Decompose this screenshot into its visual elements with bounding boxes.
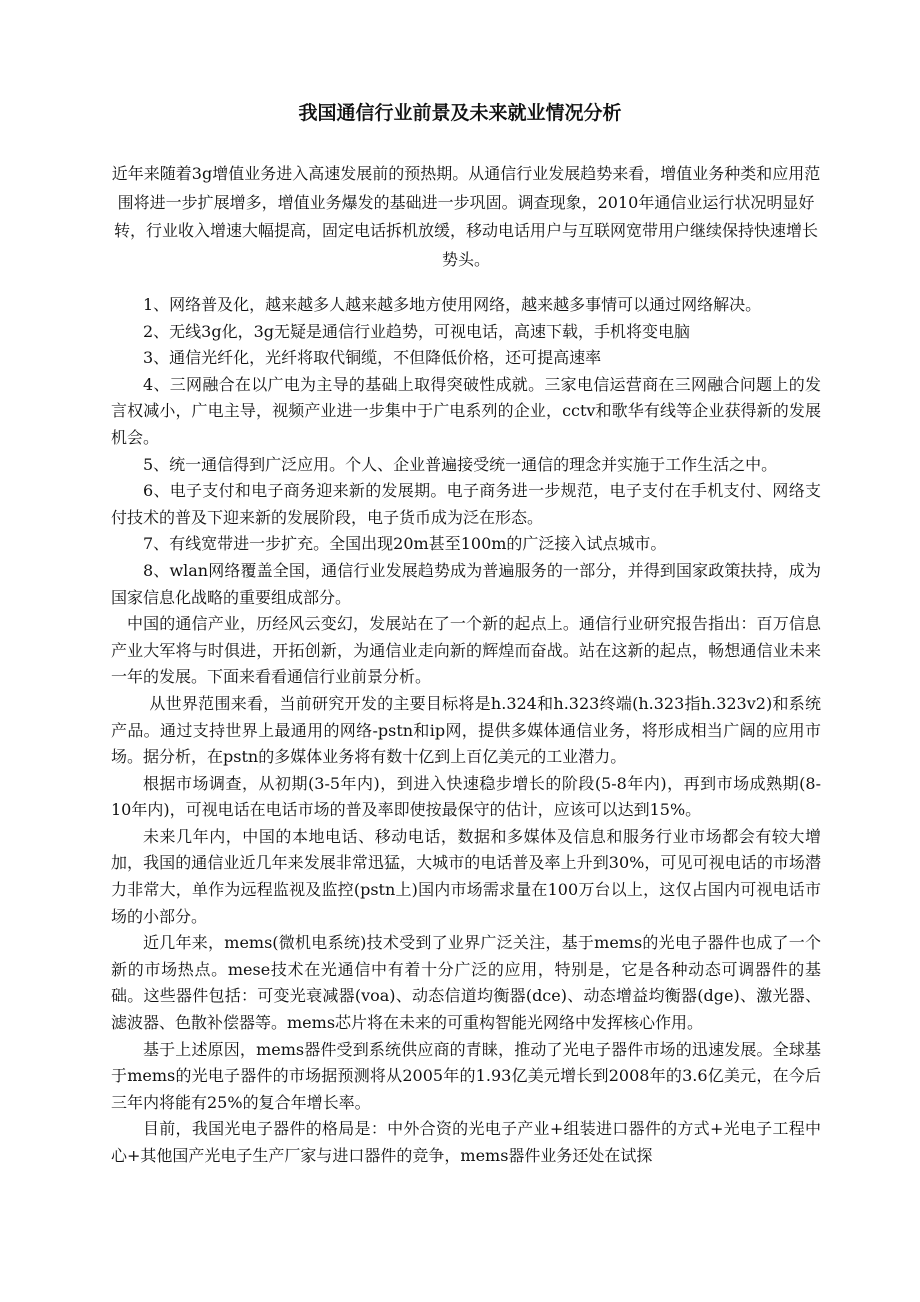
body-paragraph: 中国的通信产业，历经风云变幻，发展站在了一个新的起点上。通信行业研究报告指出：百万信息产业大军将与时俱进，开拓创新，为通信业走向新的辉煌而奋战。站在这新的起点，畅想通信业未来一年的发展。下面来看看通信行业前景分析。 <box>111 614 821 687</box>
list-item: 7、有线宽带进一步扩充。全国出现20m甚至100m的广泛接入试点城市。 <box>143 534 667 554</box>
body-paragraph: 近几年来，mems(微机电系统)技术受到了业界广泛关注，基于mems的光电子器件也成了一个新的市场热点。mese技术在光通信中有着十分广泛的应用，特别是，它是各种动态可调器件的基础。这些器件包括：可变光衰减器(voa)、动态信道均衡器(dce)、动态增益均衡器(dge)、激光器、滤波器、色散补偿器等。mems芯片将在未来的可重构智能光网络中发挥核心作用。 <box>111 933 821 1033</box>
list-item: 4、三网融合在以广电为主导的基础上取得突破性成就。三家电信运营商在三网融合问题上的发言权减小，广电主导，视频产业进一步集中于广电系列的企业，cctv和歌华有线等企业获得新的发展机会。 <box>111 374 821 447</box>
list-item: 5、统一通信得到广泛应用。个人、企业普遍接受统一通信的理念并实施于工作生活之中。 <box>143 454 778 474</box>
document-title: 我国通信行业前景及未来就业情况分析 <box>298 102 622 124</box>
body-paragraph: 从世界范围来看，当前研究开发的主要目标将是h.324和h.323终端(h.323指h.323v2)和系统产品。通过支持世界上最通用的网络-pstn和ip网，提供多媒体通信业务，将形成相当广阔的应用市场。据分析，在pstn的多媒体业务将有数十亿到上百亿美元的工业潜力。 <box>111 693 821 767</box>
body-paragraph: 目前，我国光电子器件的格局是：中外合资的光电子产业+组装进口器件的方式+光电子工程中心+其他国产光电子生产厂家与进口器件的竞争，mems器件业务还处在试探 <box>111 1119 821 1165</box>
list-item: 8、wlan网络覆盖全国，通信行业发展趋势成为普遍服务的一部分，并得到国家政策扶持，成为国家信息化战略的重要组成部分。 <box>111 560 821 607</box>
list-item: 1、网络普及化，越来越多人越来越多地方使用网络，越来越多事情可以通过网络解决。 <box>143 295 762 314</box>
document-body <box>111 292 821 1170</box>
list-item: 2、无线3g化，3g无疑是通信行业趋势，可视电话，高速下载，手机将变电脑 <box>143 321 691 341</box>
body-paragraph: 未来几年内，中国的本地电话、移动电话，数据和多媒体及信息和服务行业市场都会有较大增加，我国的通信业近几年来发展非常迅猛，大城市的电话普及率上升到30%，可见可视电话的市场潜力非常大，单作为远程监视及监控(pstn上)国内市场需求量在100万台以上，这仅占国内可视电话市场的小部分。 <box>111 826 821 926</box>
list-item: 3、通信光纤化，光纤将取代铜缆，不但降低价格，还可提高速率 <box>143 348 602 368</box>
list-item: 6、电子支付和电子商务迎来新的发展期。电子商务进一步规范，电子支付在手机支付、网络支付技术的普及下迎来新的发展阶段，电子货币成为泛在形态。 <box>111 481 821 527</box>
intro-paragraph: 近年来随着3g增值业务进入高速发展前的预热期。从通信行业发展趋势来看，增值业务种类和应用范围将进一步扩展增多，增值业务爆发的基础进一步巩固。调查现象，2010年通信业运行状况明显好转，行业收入增速大幅提高，固定电话拆机放缓，移动电话用户与互联网宽带用户继续保持快速增长势头。 <box>111 164 821 269</box>
body-paragraph: 基于上述原因，mems器件受到系统供应商的青睐，推动了光电子器件市场的迅速发展。全球基于mems的光电子器件的市场据预测将从2005年的1.93亿美元增长到2008年的3.6亿美元，在今后三年内将能有25%的复合年增长率。 <box>111 1039 821 1112</box>
body-paragraph: 根据市场调查，从初期(3-5年内)，到进入快速稳步增长的阶段(5-8年内)，再到市场成熟期(8-10年内)，可视电话在电话市场的普及率即使按最保守的估计，应该可以达到15%。 <box>111 773 821 820</box>
